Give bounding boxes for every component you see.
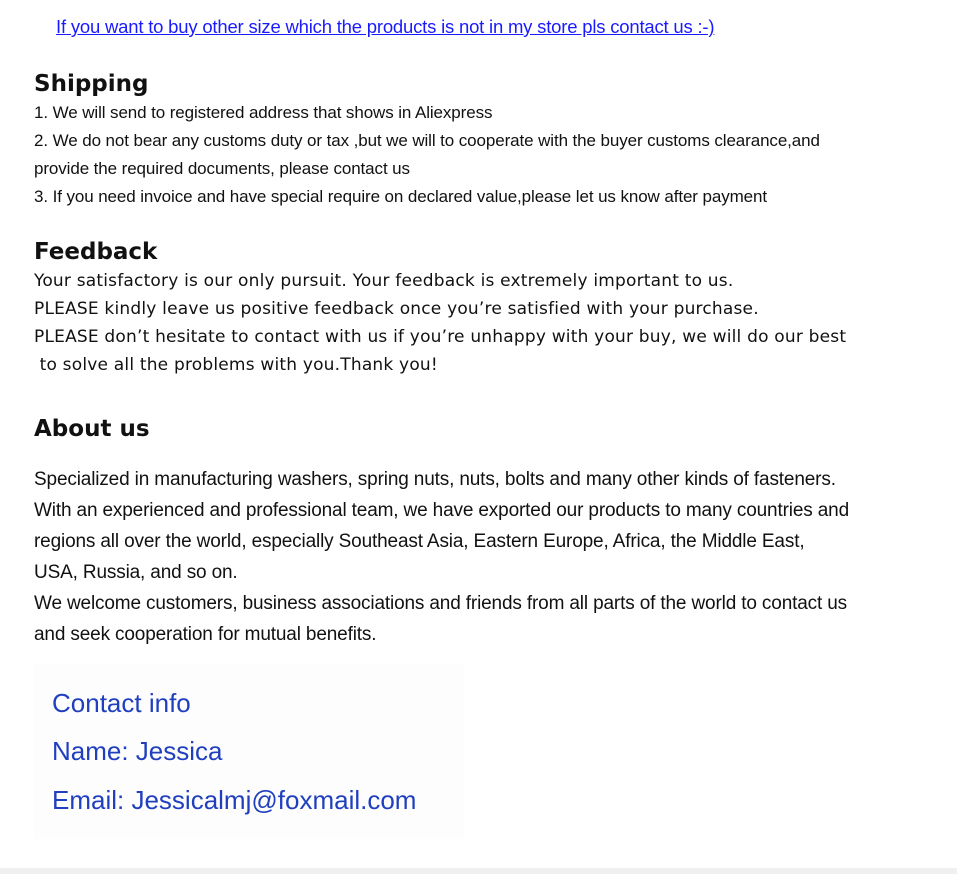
feedback-line-4: to solve all the problems with you.Thank you! [34, 355, 438, 375]
about-line-6: and seek cooperation for mutual benefits. [34, 624, 377, 645]
about-line-1: Specialized in manufacturing washers, spring nuts, nuts, bolts and many other kinds of fasteners. [34, 469, 836, 490]
about-heading: About us [34, 416, 150, 442]
contact-email[interactable]: Email: Jessicalmj@foxmail.com [52, 785, 417, 815]
shipping-heading: Shipping [34, 71, 149, 97]
about-line-3: regions all over the world, especially Southeast Asia, Eastern Europe, Africa, the Middle East, [34, 531, 805, 552]
about-line-4: USA, Russia, and so on. [34, 562, 238, 583]
bottom-divider [0, 868, 957, 874]
feedback-line-3: PLEASE don’t hesitate to contact with us if you’re unhappy with your buy, we will do our best [34, 327, 847, 347]
shipping-line-4: 3. If you need invoice and have special require on declared value,please let us know after payment [34, 187, 767, 206]
contact-name: Name: Jessica [52, 736, 223, 766]
shipping-line-3: provide the required documents, please contact us [34, 159, 410, 178]
about-line-2: With an experienced and professional team, we have exported our products to many countries and [34, 500, 849, 521]
contact-us-link[interactable]: If you want to buy other size which the products is not in my store pls contact us :-) [56, 16, 715, 37]
contact-info-title: Contact info [52, 688, 191, 718]
feedback-line-2: PLEASE kindly leave us positive feedback once you’re satisfied with your purchase. [34, 299, 759, 319]
shipping-line-1: 1. We will send to registered address that shows in Aliexpress [34, 103, 493, 122]
feedback-heading: Feedback [34, 239, 158, 265]
shipping-line-2: 2. We do not bear any customs duty or tax ,but we will to cooperate with the buyer customs clearance,and [34, 131, 820, 150]
about-line-5: We welcome customers, business associations and friends from all parts of the world to contact us [34, 593, 848, 614]
feedback-line-1: Your satisfactory is our only pursuit. Your feedback is extremely important to us. [34, 271, 734, 291]
